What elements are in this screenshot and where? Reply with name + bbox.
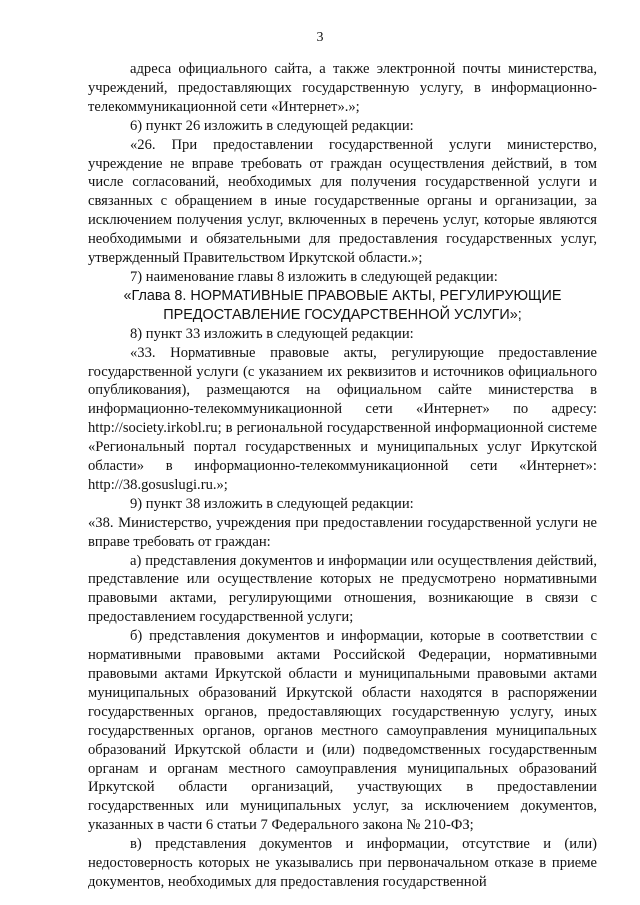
paragraph-continuation: адреса официального сайта, а также электронной почты министерства, учреждений, предоставляющих государственную услугу, в информационно-телекоммуникационной сети «Интернет».»; bbox=[88, 61, 597, 115]
subitem-b: б) представления документов и информации, которые в соответствии с нормативными правовыми актами Российской Федерации, нормативными правовыми актами Иркутской области и муниципальными правовыми актами муниципальных образований Иркутской области находятся в распоряжении государственных органов, предоставляющих государственную услугу, иных государственных органов, органов местного самоуправления муниципальных образований Иркутской области и (или) подведомственных государственным органам и органам местного самоуправления муниципальных образований Иркутской области организаций, участвующих в предоставлении государственных или муниципальных услуг, за исключением документов, указанных в части 6 статьи 7 Федерального закона № 210-ФЗ; bbox=[88, 628, 597, 834]
paragraph-38: «38. Министерство, учреждения при предоставлении государственной услуги не вправе требовать от граждан: bbox=[88, 514, 597, 550]
document-body bbox=[88, 60, 597, 892]
subitem-v: в) представления документов и информации, отсутствие и (или) недостоверность которых не указывались при первоначальном отказе в приеме документов, необходимых для предоставления государственной bbox=[88, 836, 597, 890]
subitem-a: а) представления документов и информации или осуществления действий, представление или осуществление которых не предусмотрено нормативными правовыми актами, регулирующими отношения, возникающие в связи с предоставлением государственной услуги; bbox=[88, 552, 597, 626]
item-6-intro: 6) пункт 26 изложить в следующей редакции: bbox=[130, 117, 414, 134]
item-9-intro: 9) пункт 38 изложить в следующей редакции: bbox=[130, 495, 414, 512]
paragraph-33: «33. Нормативные правовые акты, регулирующие предоставление государственной услуги (с указанием их реквизитов и источников официального опубликования), размещаются на официальном сайте министерства в информационно-телекоммуникационной сети «Интернет» по адресу: http://society.irkobl.ru; в региональной государственной информационной системе «Региональный портал государственных и муниципальных услуг Иркутской области» в информационно-телекоммуникационной сети «Интернет»: http://38.gosuslugi.ru.»; bbox=[88, 344, 597, 493]
chapter-8-heading: «Глава 8. НОРМАТИВНЫЕ ПРАВОВЫЕ АКТЫ, РЕГУЛИРУЮЩИЕ ПРЕДОСТАВЛЕНИЕ ГОСУДАРСТВЕННОЙ УСЛУГИ»; bbox=[123, 287, 562, 323]
page-number: 3 bbox=[316, 30, 324, 45]
item-8-intro: 8) пункт 33 изложить в следующей редакции: bbox=[130, 325, 414, 342]
paragraph-26: «26. При предоставлении государственной услуги министерство, учреждение не вправе требовать от граждан осуществления действий, в том числе согласований, необходимых для получения государственной услуги и связанных с обращением в иные государственные органы и организации, за исключением получения услуг, включенных в перечень услуг, которые являются необходимыми и обязательными для предоставления государственных услуг, утвержденный Правительством Иркутской области.»; bbox=[88, 136, 597, 267]
item-7-intro: 7) наименование главы 8 изложить в следующей редакции: bbox=[130, 268, 498, 285]
